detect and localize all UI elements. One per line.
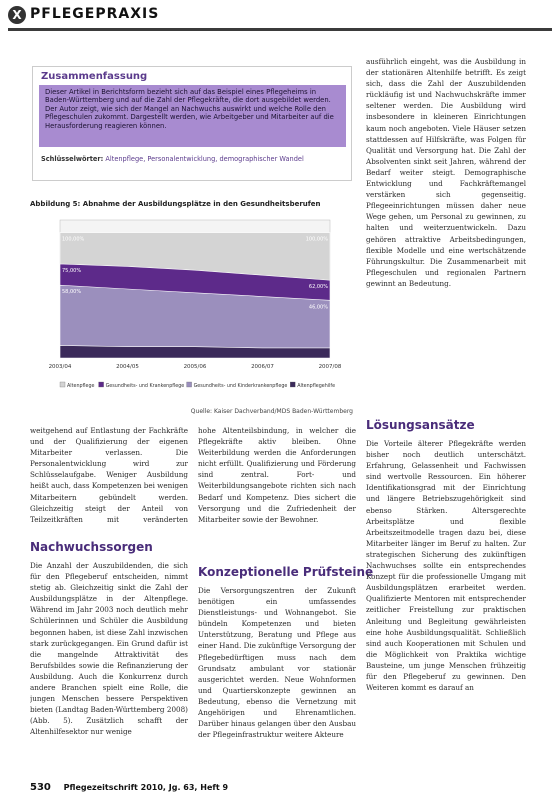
- heading-nachwuchssorgen: Nachwuchssorgen: [30, 540, 153, 554]
- col2-top-text: hohe Altenteilsbindung, in welcher die Pflegekräfte aktiv bleiben. Ohne Weiterbildung werden die Anforderungen nicht erfüllt. Qualifizierung und Förderung sind zentral. Fort- und Weiterbildungsangebote richten sich nach Bedarf und Kompetenz. Dies sichert die Versorgung und die Zufriedenheit der Mitarbeiter sowie der Bewohner.: [198, 426, 356, 524]
- figure-source: Quelle: Kaiser Dachverband/MDS Baden-Württemberg: [190, 408, 353, 415]
- page-header: [0, 0, 560, 30]
- col1-main-text: Die Anzahl der Auszubildenden, die sich für den Pflegeberuf entscheiden, nimmt stetig ab. Gleichzeitig sinkt die Zahl der Ausbildungsplätze in der Altenpflege. Während im Jahr 2003 noch deutlich mehr Schülerinnen und Schüler die Ausbildung begonnen haben, ist diese Zahl inzwischen stark zurückgegangen. Ein Grund dafür ist die mangelnde Attraktivität des Berufsbildes sowie die Refinanzierung der Ausbildung. Auch die Konkurrenz durch andere Branchen spielt eine Rolle, die jungen Menschen bessere Perspektiven bieten (Landtag Baden-Württemberg 2008) (Abb. 5). Zusätzlich schafft der Altenhilfesektor nur wenige: [30, 561, 188, 737]
- col2-main-text: Die Versorgungszentren der Zukunft benötigen ein umfassendes Dienstleistungs- und Wohnangebot. Sie bündeln Kompetenzen und bieten Unterstützung, Beratung und Pflege aus einer Hand. Die zukünftige Versorgung der Pflegebedürftigen muss nach dem Grundsatz ambulant vor stationär ausgerichtet werden. Neue Wohnformen und Quartierskonzepte gewinnen an Bedeutung, ebenso die Vernetzung mit Angehörigen und Ehrenamtlichen. Darüber hinaus gelangen über den Ausbau der Pflegeinfrastruktur weitere Akteure: [198, 586, 356, 740]
- figure-5: [30, 200, 355, 415]
- data-label: 62,00%: [308, 284, 328, 291]
- data-label: 100,00%: [305, 236, 328, 243]
- data-label: 46,00%: [308, 304, 328, 311]
- section-title: PFLEGEPRAXIS: [30, 6, 160, 22]
- x-tick-label: 2007/08: [318, 364, 342, 370]
- legend-swatch: [99, 382, 104, 387]
- col3-main-text: Die Vorteile älterer Pflegekräfte werden bisher noch deutlich unterschätzt. Erfahrung, Gelassenheit und Fachwissen sind wertvolle Ressourcen. Ein höherer Identifikationsgrad mit der Einrichtung und längere Betriebszugehörigkeit sind ebenso Stärken. Altersgerechte Arbeitsplätze und flexible Arbeitszeitmodelle tragen dazu bei, diese Mitarbeiter länger im Beruf zu halten. Zur strategischen Sicherung des zukünftigen Nachwuchses sollte ein entsprechendes Konzept für die professionelle Umgang mit Ausbildungsplätzen erarbeitet werden. Qualifizierte Mentoren mit entsprechender zeitlicher Freistellung zur praktischen Anleitung und Begleitung gewährleisten eine hohe Ausbildungsqualität. Schließlich sind auch Kooperationen mit Schulen und die Möglichkeit von Praktika wichtige Bausteine, um junge Menschen frühzeitig für den Pflegeberuf zu gewinnen. Den Weiteren kommt es darauf an: [366, 439, 526, 693]
- page-number: 530: [30, 782, 51, 793]
- col3-top-text: ausführlich eingeht, was die Ausbildung in der stationären Altenhilfe betrifft. Es zeigt sich, dass die Zahl der Auszubildenden rückläufig ist und Nachwuchskräfte immer seltener werden. Die Ausbildung wird insbesondere in kleineren Einrichtungen kaum noch angeboten. Viele Häuser setzen stattdessen auf Hilfskräfte, was Folgen für Qualität und Versorgung hat. Die Zahl der Absolventen sinkt seit Jahren, während der Bedarf weiter steigt. Demographische Entwicklung und Fachkräftemangel verstärken sich gegenseitig. Pflegeeinrichtungen müssen daher neue Wege gehen, um Personal zu gewinnen, zu halten und weiterzuentwickeln. Dazu gehören attraktive Arbeitsbedingungen, flexible Modelle und eine wertschätzende Führungskultur. Die Zusammenarbeit mit Pflegeschulen und regionalen Partnern gewinnt an Bedeutung.: [366, 57, 526, 288]
- x-tick-label: 2006/07: [251, 364, 274, 370]
- legend-label: Altenpflegehilfe: [297, 384, 336, 389]
- legend-label: Altenpflege: [67, 384, 95, 389]
- legend-label: Gesundheits- und Kinderkrankenpflege: [193, 384, 288, 389]
- legend-swatch: [187, 382, 192, 387]
- section-logo-icon: X: [8, 6, 26, 24]
- page-footer: [30, 782, 530, 793]
- journal-info: Pflegezeitschrift 2010, Jg. 63, Heft 9: [63, 783, 229, 792]
- legend-swatch: [290, 382, 295, 387]
- x-tick-label: 2003/04: [48, 364, 72, 370]
- summary-body: Dieser Artikel in Berichtsform bezieht sich auf das Beispiel eines Pflegeheims in Baden-Württemberg und auf die Zahl der Pflegekräfte, die dort ausgebildet werden. Der Autor zeigt, wie sich der Mangel an Nachwuchs auswirkt und welche Rolle den Pflegeschulen zukommt. Dargestellt werden, wie Arbeitgeber und Mitarbeiter auf die Herausforderung reagieren können.: [39, 85, 346, 147]
- legend-label: Gesundheits- und Krankenpflege: [105, 384, 185, 389]
- legend-swatch: [60, 382, 65, 387]
- summary-title: Zusammenfassung: [41, 71, 148, 82]
- keywords-text: Altenpflege, Personalentwicklung, demographischer Wandel: [105, 155, 304, 163]
- keywords-label: Schlüsselwörter:: [41, 155, 104, 163]
- header-divider: [8, 28, 552, 31]
- heading-pruefsteine: Konzeptionelle Prüfsteine: [198, 565, 374, 579]
- data-label: 58,00%: [62, 289, 82, 296]
- col1-top-text: weitgehend auf Entlastung der Fachkräfte und der Qualifizierung der eigenen Mitarbeiter verlassen. Die Personalentwicklung wird zur Schlüsselaufgabe. Weniger Ausbildung heißt auch, dass Kompetenzen bei wenigen Mitarbeitern gebündelt werden. Gleichzeitig steigt der Anteil von Teilzeitkräften mit veränderten: [30, 426, 188, 524]
- x-tick-label: 2004/05: [116, 364, 139, 370]
- summary-box: [32, 66, 352, 181]
- heading-loesungsansaetze: Lösungsansätze: [366, 418, 475, 432]
- figure-caption: Abbildung 5: Abnahme der Ausbildungsplätze in den Gesundheitsberufen: [30, 200, 321, 208]
- area-chart: [30, 208, 355, 398]
- data-label: 100,00%: [62, 236, 85, 243]
- x-tick-label: 2005/06: [183, 364, 207, 370]
- summary-keywords: [41, 155, 346, 163]
- data-label: 75,00%: [62, 267, 82, 274]
